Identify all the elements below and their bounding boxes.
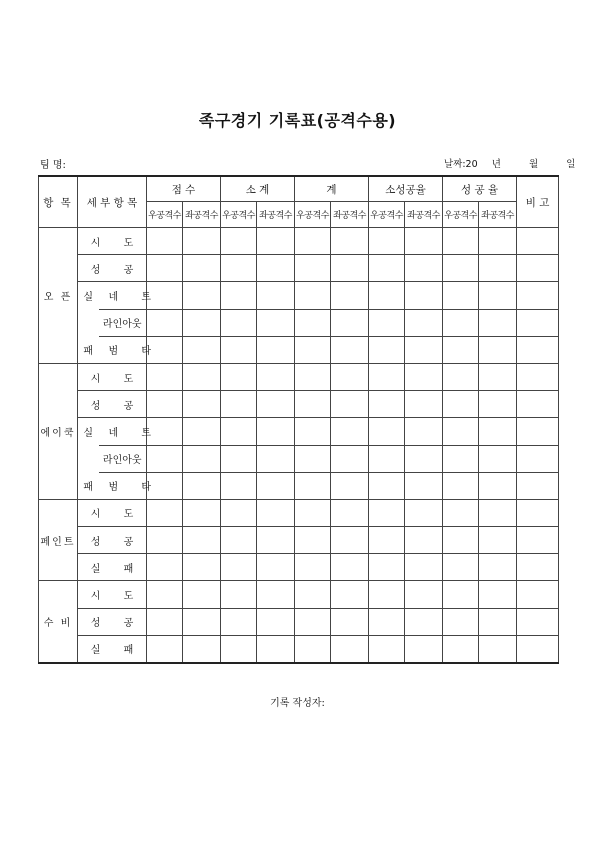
score-cell[interactable] — [257, 554, 295, 581]
score-cell[interactable] — [331, 282, 369, 309]
score-cell[interactable] — [257, 336, 295, 363]
score-cell[interactable] — [147, 554, 183, 581]
score-cell[interactable] — [331, 418, 369, 445]
score-cell[interactable] — [369, 336, 405, 363]
score-cell[interactable] — [443, 282, 479, 309]
score-cell[interactable] — [147, 581, 183, 608]
score-cell[interactable] — [183, 608, 221, 635]
score-cell[interactable] — [405, 499, 443, 526]
header-group-subtotal: 소 계 — [221, 176, 295, 202]
score-cell[interactable] — [257, 635, 295, 663]
score-cell[interactable] — [331, 363, 369, 390]
remark-cell[interactable] — [517, 499, 559, 526]
remark-cell[interactable] — [517, 418, 559, 445]
category-cell: 페인트 — [39, 499, 78, 581]
score-cell[interactable] — [405, 282, 443, 309]
table-row — [39, 608, 559, 635]
score-cell[interactable] — [183, 391, 221, 418]
score-cell[interactable] — [405, 445, 443, 472]
score-cell[interactable] — [479, 282, 517, 309]
score-cell[interactable] — [257, 255, 295, 282]
header-remark: 비 고 — [517, 176, 559, 228]
header-right-attacker: 우공격수 — [295, 202, 331, 228]
detail-cell: 실 패 — [78, 635, 147, 663]
date-line — [444, 156, 575, 170]
score-cell[interactable] — [221, 282, 257, 309]
score-cell[interactable] — [405, 608, 443, 635]
score-cell[interactable] — [369, 363, 405, 390]
remark-cell[interactable] — [517, 635, 559, 663]
score-cell[interactable] — [331, 635, 369, 663]
remark-cell[interactable] — [517, 581, 559, 608]
score-cell[interactable] — [443, 391, 479, 418]
table-row — [39, 472, 559, 499]
remark-cell[interactable] — [517, 255, 559, 282]
score-cell[interactable] — [257, 228, 295, 255]
category-cell: 에이쿡 — [39, 363, 78, 499]
date-month: 월 — [528, 159, 539, 170]
score-cell[interactable] — [369, 309, 405, 336]
remark-cell[interactable] — [517, 472, 559, 499]
score-cell[interactable] — [443, 499, 479, 526]
score-cell[interactable] — [331, 499, 369, 526]
score-cell[interactable] — [183, 336, 221, 363]
detail-cell: 시 도 — [78, 581, 147, 608]
score-cell[interactable] — [295, 309, 331, 336]
score-cell[interactable] — [221, 336, 257, 363]
detail-cell: 라인아웃 — [99, 309, 147, 336]
score-cell[interactable] — [295, 608, 331, 635]
score-cell[interactable] — [221, 581, 257, 608]
table-row — [39, 445, 559, 472]
header-right-attacker: 우공격수 — [369, 202, 405, 228]
score-cell[interactable] — [479, 391, 517, 418]
detail-cell: 네 트 — [99, 418, 147, 445]
score-cell[interactable] — [183, 363, 221, 390]
score-cell[interactable] — [183, 309, 221, 336]
score-cell[interactable] — [257, 391, 295, 418]
detail-cell: 성 공 — [78, 255, 147, 282]
score-cell[interactable] — [405, 554, 443, 581]
score-cell[interactable] — [221, 472, 257, 499]
failure-prefix — [78, 445, 99, 472]
score-cell[interactable] — [295, 255, 331, 282]
header-group-subrate: 소성공율 — [369, 176, 443, 202]
remark-cell[interactable] — [517, 228, 559, 255]
header-group-rate: 성 공 율 — [443, 176, 517, 202]
table-row — [39, 255, 559, 282]
score-cell[interactable] — [147, 635, 183, 663]
table-row — [39, 309, 559, 336]
header-right-attacker: 우공격수 — [443, 202, 479, 228]
score-cell[interactable] — [331, 391, 369, 418]
score-cell[interactable] — [443, 581, 479, 608]
score-cell[interactable] — [295, 228, 331, 255]
score-cell[interactable] — [369, 527, 405, 554]
score-cell[interactable] — [405, 363, 443, 390]
detail-cell: 범 타 — [99, 336, 147, 363]
score-cell[interactable] — [443, 228, 479, 255]
page-title: 족구경기 기록표(공격수용) — [198, 111, 397, 130]
score-cell[interactable] — [257, 608, 295, 635]
score-cell[interactable] — [183, 418, 221, 445]
header-left-attacker: 좌공격수 — [405, 202, 443, 228]
header-left-attacker: 좌공격수 — [331, 202, 369, 228]
score-cell[interactable] — [443, 255, 479, 282]
score-cell[interactable] — [331, 527, 369, 554]
detail-cell: 라인아웃 — [99, 445, 147, 472]
score-cell[interactable] — [183, 282, 221, 309]
score-cell[interactable] — [221, 363, 257, 390]
category-cell: 오 픈 — [39, 228, 78, 364]
score-cell[interactable] — [257, 282, 295, 309]
score-cell[interactable] — [479, 635, 517, 663]
score-cell[interactable] — [443, 418, 479, 445]
score-cell[interactable] — [369, 445, 405, 472]
table-row — [39, 499, 559, 526]
score-cell[interactable] — [183, 527, 221, 554]
score-cell[interactable] — [479, 336, 517, 363]
score-cell[interactable] — [369, 255, 405, 282]
score-cell[interactable] — [369, 554, 405, 581]
score-cell[interactable] — [295, 527, 331, 554]
score-cell[interactable] — [369, 499, 405, 526]
table-row — [39, 527, 559, 554]
score-cell[interactable] — [479, 608, 517, 635]
failure-prefix: 패 — [78, 336, 99, 363]
score-cell[interactable] — [331, 554, 369, 581]
detail-cell: 성 공 — [78, 527, 147, 554]
score-cell[interactable] — [331, 445, 369, 472]
remark-cell[interactable] — [517, 527, 559, 554]
score-cell[interactable] — [257, 445, 295, 472]
detail-cell: 네 트 — [99, 282, 147, 309]
score-cell[interactable] — [221, 608, 257, 635]
score-cell[interactable] — [405, 581, 443, 608]
header-right-attacker: 우공격수 — [147, 202, 183, 228]
score-cell[interactable] — [331, 472, 369, 499]
score-cell[interactable] — [295, 391, 331, 418]
score-cell[interactable] — [479, 309, 517, 336]
header-left-attacker: 좌공격수 — [257, 202, 295, 228]
score-cell[interactable] — [443, 472, 479, 499]
score-cell[interactable] — [369, 228, 405, 255]
score-cell[interactable] — [295, 499, 331, 526]
detail-cell: 시 도 — [78, 499, 147, 526]
detail-cell: 시 도 — [78, 363, 147, 390]
score-cell[interactable] — [479, 255, 517, 282]
header-detail: 세 부 항 목 — [78, 176, 147, 228]
score-cell[interactable] — [147, 445, 183, 472]
remark-cell[interactable] — [517, 282, 559, 309]
score-cell[interactable] — [369, 391, 405, 418]
failure-prefix — [78, 309, 99, 336]
writer-label: 기록 작성자: — [270, 698, 325, 709]
header-group-total: 계 — [295, 176, 369, 202]
score-cell[interactable] — [147, 499, 183, 526]
score-cell[interactable] — [331, 255, 369, 282]
score-cell[interactable] — [183, 554, 221, 581]
score-cell[interactable] — [331, 336, 369, 363]
table-row — [39, 635, 559, 663]
score-cell[interactable] — [221, 445, 257, 472]
date-label: 날짜:20 — [444, 159, 478, 170]
score-cell[interactable] — [479, 363, 517, 390]
score-cell[interactable] — [443, 635, 479, 663]
score-cell[interactable] — [147, 363, 183, 390]
table-row — [39, 336, 559, 363]
score-cell[interactable] — [295, 472, 331, 499]
score-cell[interactable] — [369, 635, 405, 663]
score-cell[interactable] — [221, 418, 257, 445]
score-cell[interactable] — [257, 472, 295, 499]
score-cell[interactable] — [183, 499, 221, 526]
remark-cell[interactable] — [517, 608, 559, 635]
score-cell[interactable] — [221, 255, 257, 282]
score-cell[interactable] — [443, 336, 479, 363]
remark-cell[interactable] — [517, 336, 559, 363]
score-cell[interactable] — [479, 527, 517, 554]
table-row — [39, 282, 559, 309]
score-cell[interactable] — [147, 309, 183, 336]
team-name-label: 팀 명: — [40, 160, 66, 171]
score-cell[interactable] — [479, 418, 517, 445]
score-cell[interactable] — [183, 445, 221, 472]
table-row — [39, 554, 559, 581]
score-cell[interactable] — [443, 608, 479, 635]
remark-cell[interactable] — [517, 363, 559, 390]
detail-cell: 성 공 — [78, 608, 147, 635]
score-cell[interactable] — [295, 445, 331, 472]
failure-prefix: 실 — [78, 418, 99, 445]
table-row — [39, 418, 559, 445]
record-table — [38, 175, 559, 664]
score-cell[interactable] — [295, 554, 331, 581]
score-cell[interactable] — [295, 336, 331, 363]
score-cell[interactable] — [405, 527, 443, 554]
score-cell[interactable] — [147, 608, 183, 635]
score-cell[interactable] — [221, 527, 257, 554]
score-cell[interactable] — [443, 309, 479, 336]
score-cell[interactable] — [405, 255, 443, 282]
score-cell[interactable] — [257, 309, 295, 336]
score-cell[interactable] — [331, 581, 369, 608]
header-left-attacker: 좌공격수 — [479, 202, 517, 228]
remark-cell[interactable] — [517, 391, 559, 418]
score-cell[interactable] — [405, 391, 443, 418]
score-cell[interactable] — [221, 554, 257, 581]
table-row — [39, 363, 559, 390]
detail-cell: 실 패 — [78, 554, 147, 581]
remark-cell[interactable] — [517, 309, 559, 336]
score-cell[interactable] — [295, 282, 331, 309]
remark-cell[interactable] — [517, 554, 559, 581]
failure-prefix: 패 — [78, 472, 99, 499]
score-cell[interactable] — [257, 581, 295, 608]
score-cell[interactable] — [147, 391, 183, 418]
score-cell[interactable] — [369, 472, 405, 499]
score-cell[interactable] — [221, 499, 257, 526]
header-item: 항 목 — [39, 176, 78, 228]
score-cell[interactable] — [257, 527, 295, 554]
score-cell[interactable] — [331, 228, 369, 255]
score-cell[interactable] — [443, 363, 479, 390]
score-cell[interactable] — [221, 391, 257, 418]
date-day: 일 — [566, 159, 576, 170]
score-cell[interactable] — [479, 445, 517, 472]
score-cell[interactable] — [405, 228, 443, 255]
detail-cell: 성 공 — [78, 391, 147, 418]
score-cell[interactable] — [369, 282, 405, 309]
score-cell[interactable] — [183, 581, 221, 608]
score-cell[interactable] — [443, 554, 479, 581]
score-cell[interactable] — [443, 527, 479, 554]
date-year: 년 — [491, 159, 501, 170]
score-cell[interactable] — [221, 309, 257, 336]
remark-cell[interactable] — [517, 445, 559, 472]
score-cell[interactable] — [479, 499, 517, 526]
score-cell[interactable] — [405, 472, 443, 499]
header-left-attacker: 좌공격수 — [183, 202, 221, 228]
header-group-score: 점 수 — [147, 176, 221, 202]
score-cell[interactable] — [295, 363, 331, 390]
score-cell[interactable] — [405, 418, 443, 445]
score-cell[interactable] — [183, 635, 221, 663]
score-cell[interactable] — [479, 554, 517, 581]
score-cell[interactable] — [221, 635, 257, 663]
category-cell: 수 비 — [39, 581, 78, 663]
score-cell[interactable] — [331, 309, 369, 336]
table-row — [39, 581, 559, 608]
header-right-attacker: 우공격수 — [221, 202, 257, 228]
score-cell[interactable] — [257, 499, 295, 526]
score-cell[interactable] — [221, 228, 257, 255]
score-cell[interactable] — [369, 581, 405, 608]
score-cell[interactable] — [295, 418, 331, 445]
score-cell[interactable] — [295, 635, 331, 663]
score-cell[interactable] — [183, 472, 221, 499]
failure-prefix: 실 — [78, 282, 99, 309]
score-cell[interactable] — [183, 228, 221, 255]
score-cell[interactable] — [257, 418, 295, 445]
detail-cell: 범 타 — [99, 472, 147, 499]
score-cell[interactable] — [405, 309, 443, 336]
score-cell[interactable] — [369, 608, 405, 635]
score-cell[interactable] — [295, 581, 331, 608]
score-cell[interactable] — [443, 445, 479, 472]
table-row — [39, 391, 559, 418]
score-cell[interactable] — [405, 635, 443, 663]
score-cell[interactable] — [479, 228, 517, 255]
score-cell[interactable] — [183, 255, 221, 282]
score-cell[interactable] — [405, 336, 443, 363]
score-cell[interactable] — [257, 363, 295, 390]
detail-cell: 시 도 — [78, 228, 147, 255]
score-cell[interactable] — [147, 255, 183, 282]
table-row — [39, 228, 559, 255]
score-cell[interactable] — [147, 527, 183, 554]
score-cell[interactable] — [369, 418, 405, 445]
score-cell[interactable] — [147, 228, 183, 255]
score-cell[interactable] — [479, 472, 517, 499]
score-cell[interactable] — [331, 608, 369, 635]
score-cell[interactable] — [479, 581, 517, 608]
